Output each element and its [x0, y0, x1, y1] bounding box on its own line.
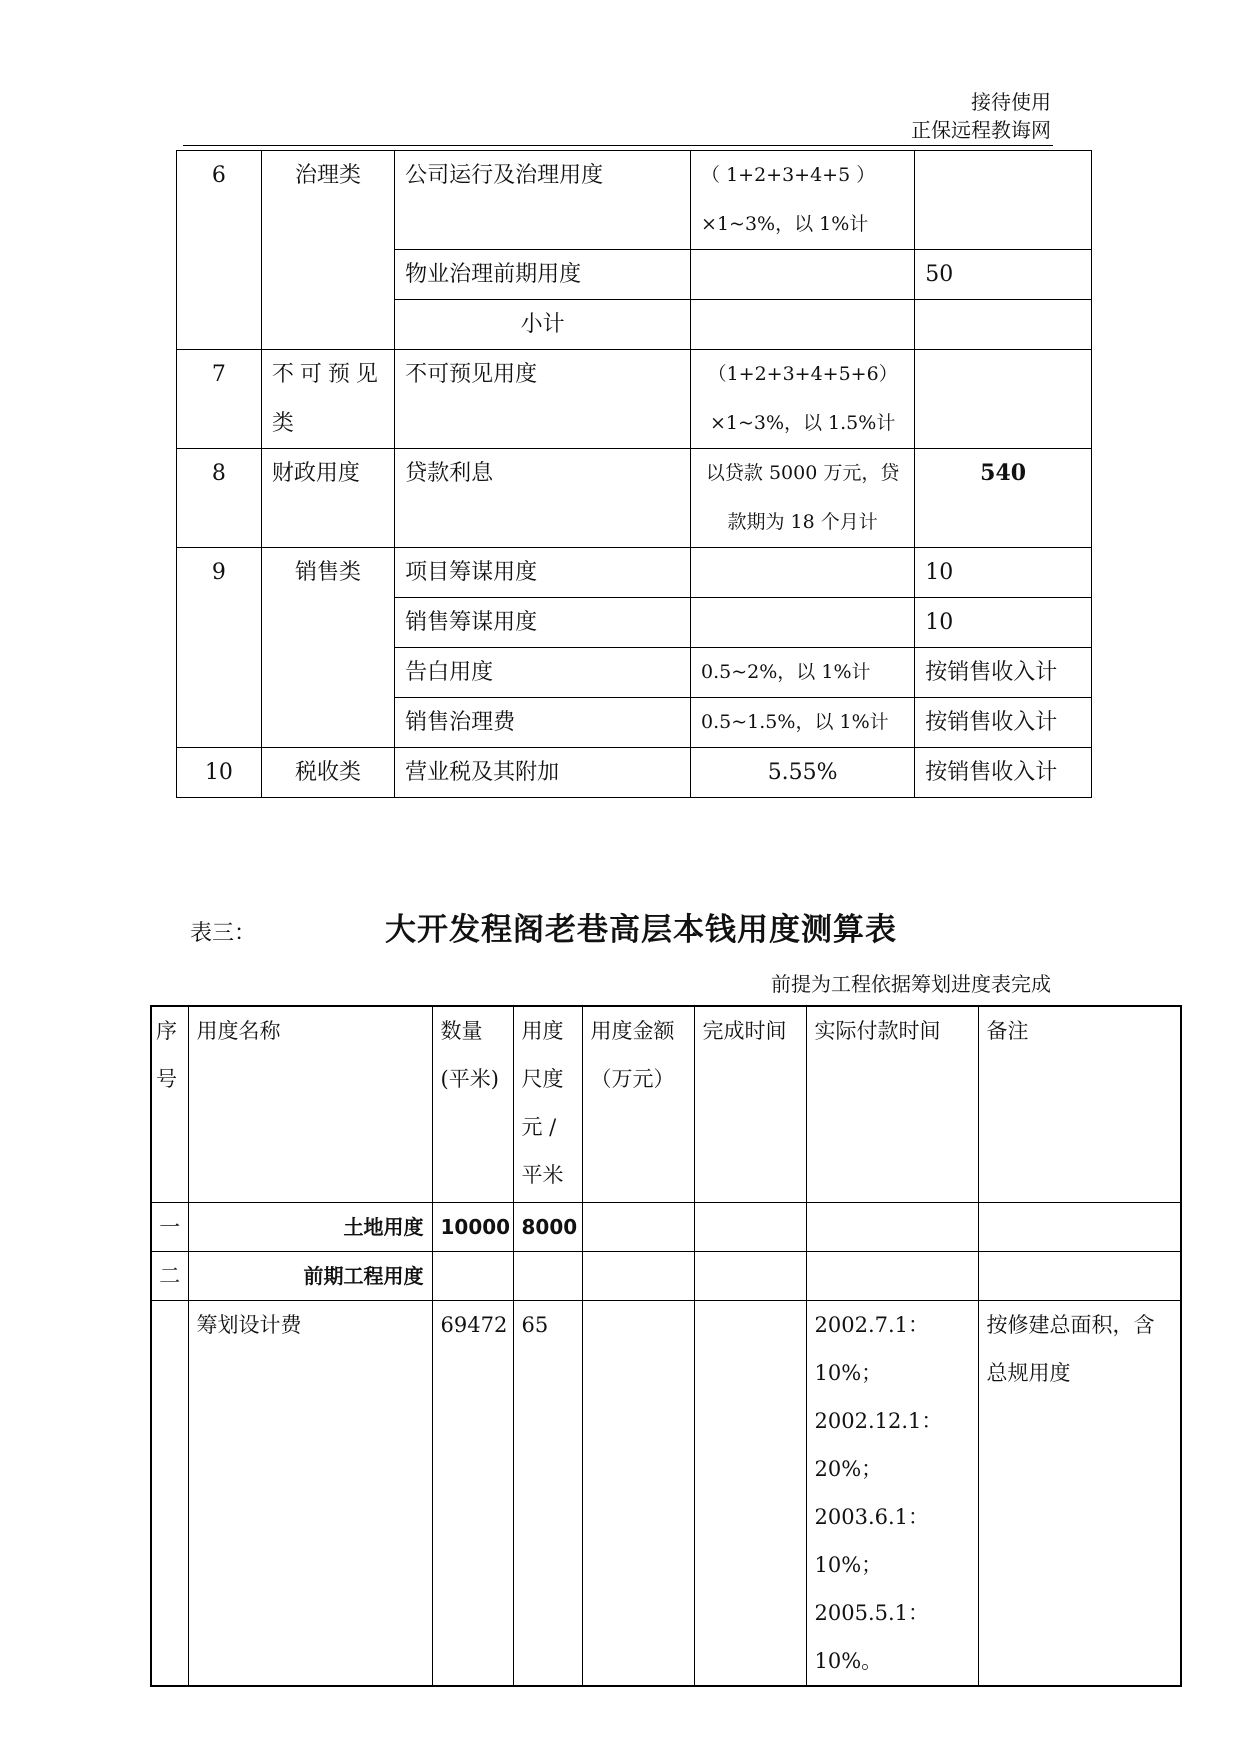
- row-basis: （ 1+2+3+4+5 ） ×1~3%，以 1%计: [691, 151, 915, 250]
- row-amount: 按销售收入计: [915, 648, 1092, 698]
- paid-line: 2002.7.1：10%；: [814, 1312, 930, 1385]
- table-header-row: [151, 1006, 1181, 1202]
- row-paid: [806, 1202, 978, 1251]
- row-basis: 0.5~2%，以 1%计: [691, 648, 915, 698]
- table-row: [177, 151, 1092, 250]
- header-line-2: 正保远程教诲网: [911, 118, 1051, 142]
- row-done: [694, 1300, 806, 1686]
- row-amount: 10: [915, 598, 1092, 648]
- row-remark: [978, 1251, 1181, 1300]
- row-category: 销售类: [261, 548, 394, 748]
- table3-note: 前提为工程依据筹划进度表完成: [771, 972, 1051, 996]
- row-amount: 按销售收入计: [915, 748, 1092, 798]
- row-done: [694, 1251, 806, 1300]
- row-qty: 10000: [432, 1202, 513, 1251]
- row-item: 公司运行及治理用度: [395, 151, 691, 250]
- row-item: 销售治理费: [395, 698, 691, 748]
- header-no: 序号: [151, 1006, 188, 1202]
- row-remark: [978, 1202, 1181, 1251]
- cost-table-continued: [176, 150, 1092, 798]
- row-item: 项目筹谋用度: [395, 548, 691, 598]
- row-category: 税收类: [261, 748, 394, 798]
- row-amount: 按销售收入计: [915, 698, 1092, 748]
- row-item: 贷款利息: [395, 449, 691, 548]
- row-amount: [582, 1300, 694, 1686]
- row-category: 不可预见类: [261, 350, 394, 449]
- table3-title: 大开发程阁老巷高层本钱用度测算表: [385, 912, 897, 948]
- row-no: [151, 1300, 188, 1686]
- table-row: [177, 350, 1092, 449]
- row-amount: [582, 1251, 694, 1300]
- row-basis: 以贷款 5000 万元，贷款期为 18 个月计: [691, 449, 915, 548]
- row-basis: 5.55%: [691, 748, 915, 798]
- header-line-1: 接待使用: [971, 90, 1051, 114]
- row-number: 6: [177, 151, 262, 350]
- header-paid: 实际付款时间: [806, 1006, 978, 1202]
- row-number: 9: [177, 548, 262, 748]
- table3-label: 表三：: [190, 921, 257, 946]
- row-amount: 540: [915, 449, 1092, 548]
- row-amount: [915, 300, 1092, 350]
- row-basis: [691, 300, 915, 350]
- header-remark: 备注: [978, 1006, 1181, 1202]
- row-number: 7: [177, 350, 262, 449]
- row-name: 前期工程用度: [188, 1251, 432, 1300]
- row-amount: [582, 1202, 694, 1251]
- row-paid: [806, 1300, 978, 1686]
- row-amount: 10: [915, 548, 1092, 598]
- row-basis: [691, 250, 915, 300]
- paid-line: 2003.6.1：10%；: [814, 1504, 930, 1577]
- row-item: 小计: [395, 300, 691, 350]
- row-no: 二: [151, 1251, 188, 1300]
- header-done: 完成时间: [694, 1006, 806, 1202]
- header-unit: 用度尺度元 / 平米: [513, 1006, 582, 1202]
- row-basis: [691, 548, 915, 598]
- row-unit: 65: [513, 1300, 582, 1686]
- row-name: 筹划设计费: [188, 1300, 432, 1686]
- page-header: [911, 88, 1051, 144]
- row-basis: 0.5~1.5%，以 1%计: [691, 698, 915, 748]
- row-amount: [915, 350, 1092, 449]
- table-row: [151, 1300, 1181, 1686]
- paid-line: 2002.12.1：20%；: [814, 1408, 943, 1481]
- row-item: 营业税及其附加: [395, 748, 691, 798]
- row-number: 8: [177, 449, 262, 548]
- row-remark: 按修建总面积，含总规用度: [978, 1300, 1181, 1686]
- row-qty: [432, 1251, 513, 1300]
- header-qty: 数量(平米): [432, 1006, 513, 1202]
- row-amount: [915, 151, 1092, 250]
- row-item: 物业治理前期用度: [395, 250, 691, 300]
- row-item: 销售筹谋用度: [395, 598, 691, 648]
- row-name: 土地用度: [188, 1202, 432, 1251]
- row-unit: [513, 1251, 582, 1300]
- row-amount: 50: [915, 250, 1092, 300]
- row-done: [694, 1202, 806, 1251]
- table-row: [151, 1202, 1181, 1251]
- row-item: 不可预见用度: [395, 350, 691, 449]
- row-qty: 69472: [432, 1300, 513, 1686]
- row-no: 一: [151, 1202, 188, 1251]
- row-basis: [691, 598, 915, 648]
- table-row: [177, 748, 1092, 798]
- header-amount: 用度金额（万元）: [582, 1006, 694, 1202]
- row-unit: 8000: [513, 1202, 582, 1251]
- table-row: [177, 548, 1092, 598]
- row-category: 治理类: [261, 151, 394, 350]
- row-number: 10: [177, 748, 262, 798]
- header-rule: [183, 145, 1053, 146]
- cost-estimate-table: [150, 1005, 1182, 1687]
- row-category: 财政用度: [261, 449, 394, 548]
- row-basis: （1+2+3+4+5+6）×1~3%，以 1.5%计: [691, 350, 915, 449]
- table-row: [177, 449, 1092, 548]
- row-paid: [806, 1251, 978, 1300]
- table-row: [151, 1251, 1181, 1300]
- header-name: 用度名称: [188, 1006, 432, 1202]
- row-item: 告白用度: [395, 648, 691, 698]
- paid-line: 2005.5.1：10%。: [814, 1600, 930, 1673]
